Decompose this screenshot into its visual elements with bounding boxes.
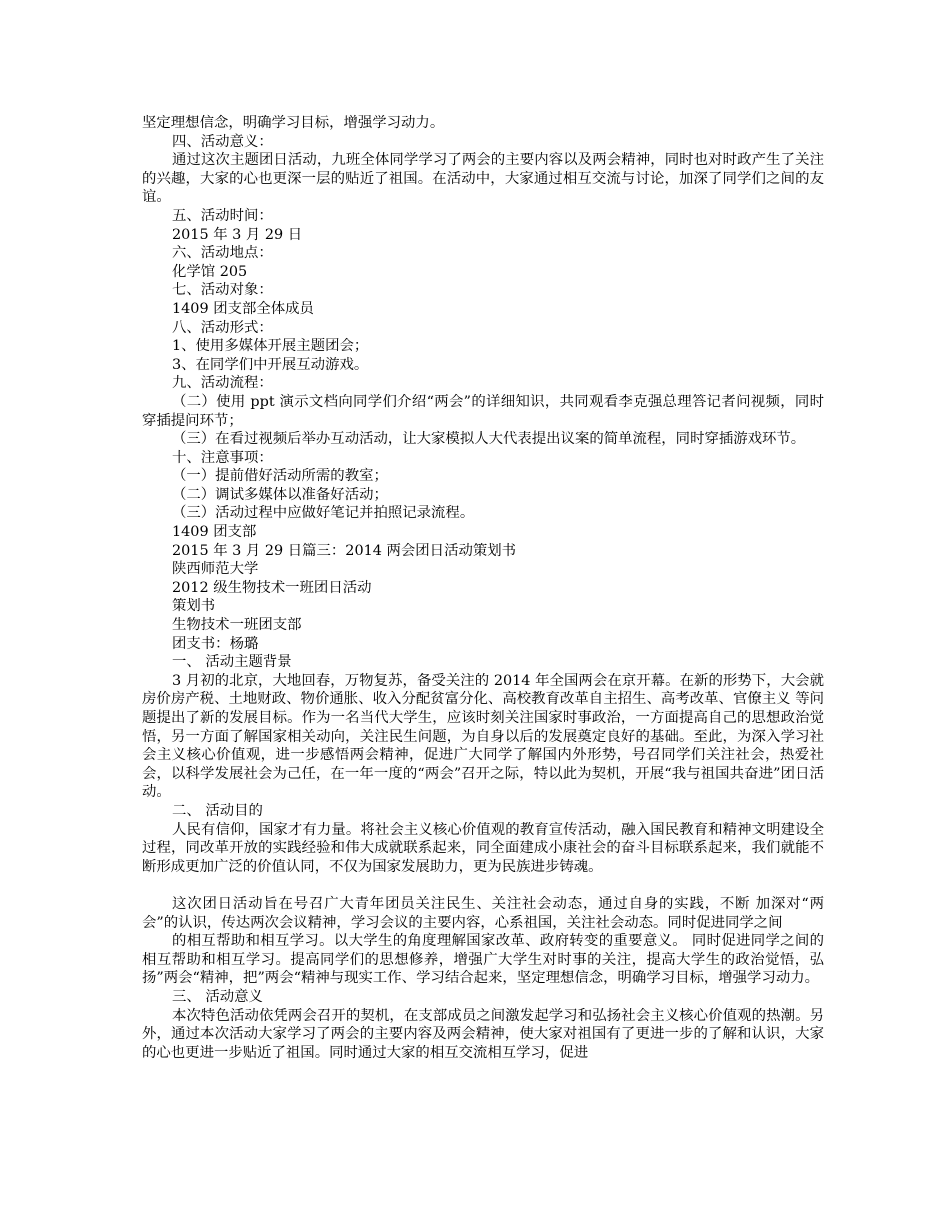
paragraph: 本次特色活动依凭两会召开的契机，在支部成员之间激发起学习和弘扬社会主义核心价值观的热潮。另外，通过本次活动大家学习了两会的主要内容及两会精神，使大家对祖国有了更进一步的了解和认识，大家的心也更进一步贴近了祖国。同时通过大家的相互交流相互学习，促进 [142,1007,824,1061]
paragraph: 3 月初的北京，大地回春，万物复苏，备受关注的 2014 年全国两会在京开幕。在新的形势下，大会就房价房产税、土地财政、物价通胀、收入分配贫富分化、高校教育改革自主招生、高考改革、官僚主义 等问题提出了新的发展目标。作为一名当代大学生，应该时刻关注国家时事政治，一方面提高自己的思想政治觉悟，另一方面了解国家相关动向，关注民生问题，为自身以后的发展奠定良好的基础。至此，为深入学习社会主义核心价值观，进一步感悟两会精神，促进广大同学了解国内外形势，号召同学们关注社会，热爱社会，以科学发展社会为己任，在一年一度的“两会”召开之际，特以此为契机，开展“我与祖国共奋进”团日活动。 [142,672,824,801]
paragraph: 人民有信仰，国家才有力量。将社会主义核心价值观的教育宣传活动，融入国民教育和精神文明建设全过程，同改革开放的实践经验和伟大成就联系起来，同全面建成小康社会的奋斗目标联系起来，我们就能不断形成更加广泛的价值认同，不仅为国家发展助力，更为民族进步铸魂。 [142,821,824,875]
section-heading-meaning: 三、 活动意义 [172,988,263,1005]
text-line: 坚定理想信念，明确学习目标，增强学习动力。 [142,115,445,131]
section-heading-location: 六、活动地点： [172,245,273,262]
text-line: 生物技术一班团支部 [172,617,302,634]
list-item: （三）活动过程中应做好笔记并拍照记录流程。 [172,505,475,522]
section-heading-format: 八、活动形式： [172,319,273,336]
section-heading-background: 一、 活动主题背景 [172,654,292,671]
text-line: 2012 级生物技术一班团日活动 [172,579,372,596]
paragraph: （二）使用 ppt 演示文档向同学们介绍“两会”的详细知识，共同观看李克强总理答记者问视频，同时穿插提问环节； [142,393,824,429]
paragraph: 的相互帮助和相互学习。以大学生的角度理解国家改革、政府转变的重要意义。 同时促进同学之间的相互帮助和相互学习。提高同学们的思想修养，增强广大学生对时事的关注，提高大学生的政治觉悟，弘扬”两会“精神，把”两会“精神与现实工作、学习结合起来，坚定理想信念，明确学习目标，增强学习动力。 [142,933,824,987]
signature-line: 1409 团支部 [172,524,257,541]
text-line: 2015 年 3 月 29 日篇三：2014 两会团日活动策划书 [172,542,517,559]
text-line: 陕西师范大学 [172,561,259,578]
section-heading-time: 五、活动时间： [172,207,273,224]
section-heading-significance: 四、活动意义： [172,133,273,150]
list-item: （一）提前借好活动所需的教室； [172,468,388,485]
section-heading-purpose: 二、 活动目的 [172,802,263,819]
text-line: 团支书：杨璐 [172,635,259,652]
list-item: 3、在同学们中开展互动游戏。 [172,356,369,373]
paragraph: 这次团日活动旨在号召广大青年团员关注民生、关注社会动态，通过自身的实践，不断 加深对“两会”的认识，传达两次会议精神，学习会议的主要内容，心系祖国，关注社会动态。同时促进同学之间 [142,895,824,931]
text-line: 策划书 [172,598,216,615]
text-line: 化学馆 205 [172,263,248,280]
list-item: （二）调试多媒体以准备好活动； [172,486,388,503]
paragraph: 通过这次主题团日活动，九班全体同学学习了两会的主要内容以及两会精神，同时也对时政产生了关注的兴趣，大家的心也更深一层的贴近了祖国。在活动中，大家通过相互交流与讨论，加深了同学们之间的友谊。 [142,152,824,206]
paragraph: （三）在看过视频后举办互动活动，让大家模拟人大代表提出议案的简单流程，同时穿插游戏环节。 [172,431,806,448]
list-item: 1、使用多媒体开展主题团会； [172,338,369,355]
blank-line [142,876,824,895]
document-page [142,114,824,1062]
section-heading-notes: 十、注意事项： [172,449,273,466]
section-heading-audience: 七、活动对象： [172,282,273,299]
section-heading-process: 九、活动流程： [172,375,273,392]
text-line: 1409 团支部全体成员 [172,300,314,317]
text-line: 2015 年 3 月 29 日 [172,226,303,243]
